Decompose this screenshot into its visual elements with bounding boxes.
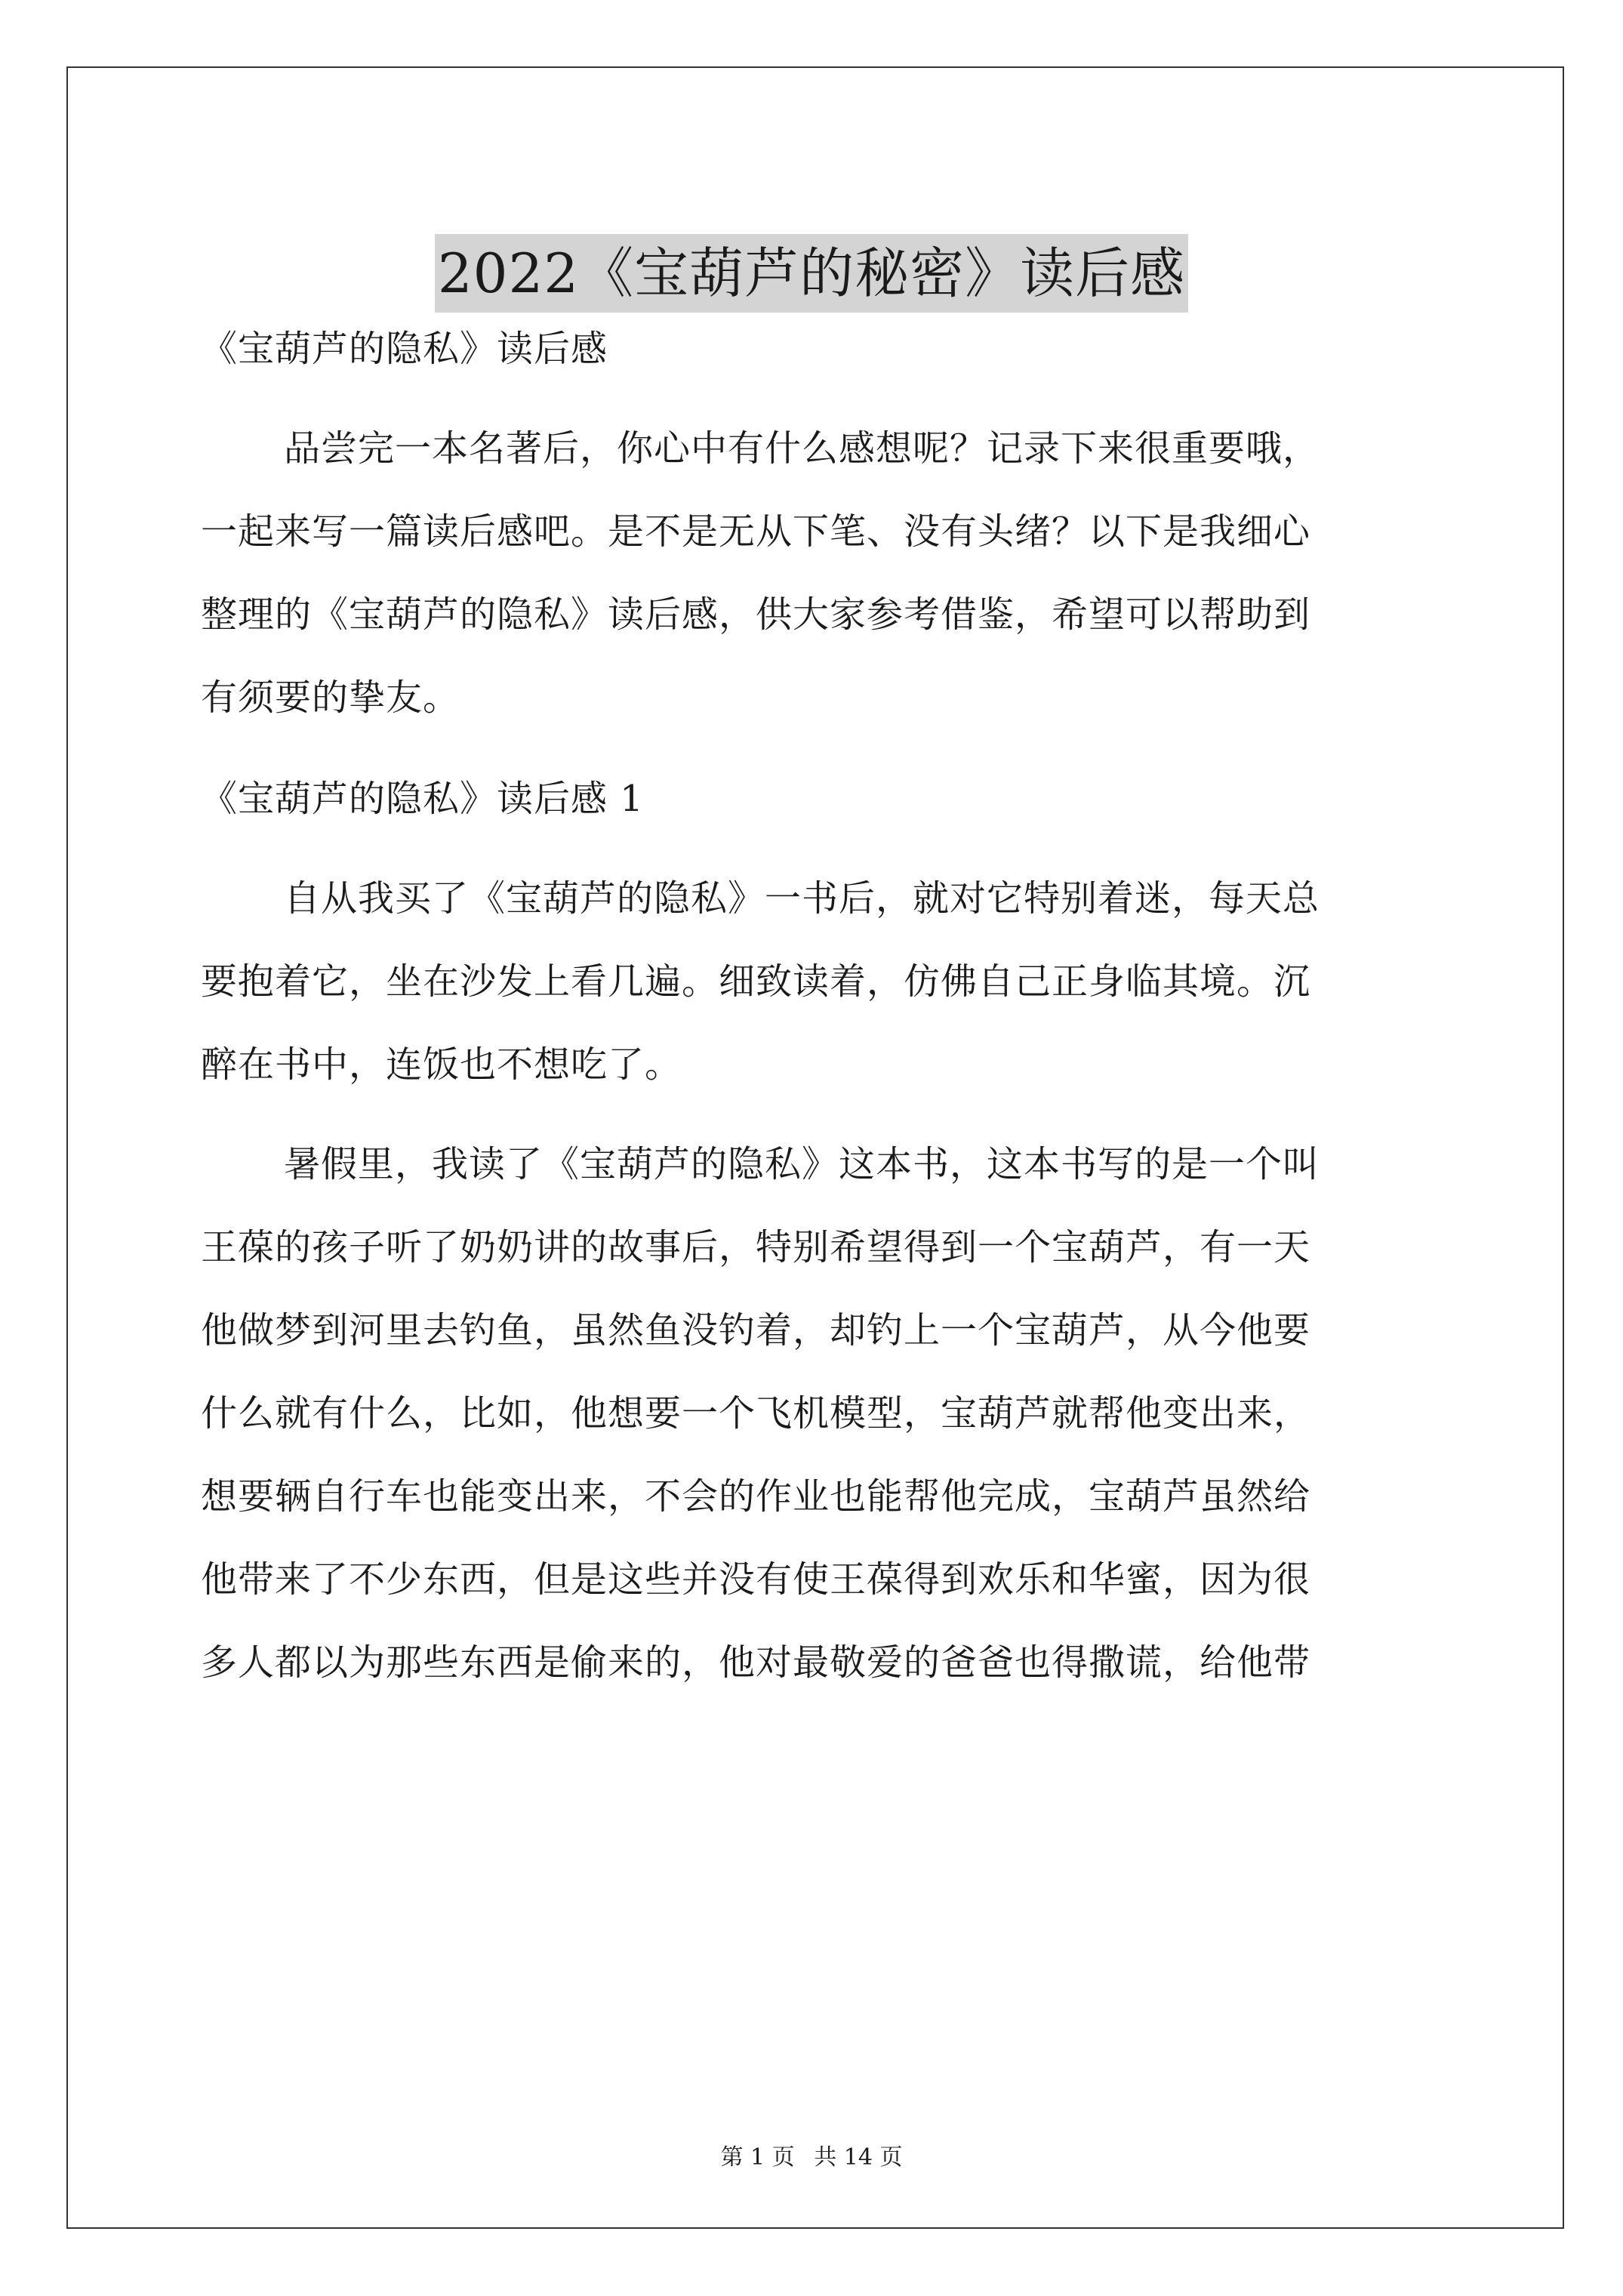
paragraph-line: 有须要的挚友。 (201, 676, 460, 719)
paragraph-line: 想要辆自行车也能变出来，不会的作业也能帮他完成，宝葫芦虽然给 (201, 1475, 1311, 1518)
paragraph-line: 他带来了不少东西，但是这些并没有使王葆得到欢乐和华蜜，因为很 (201, 1558, 1311, 1601)
paragraph-line: 要抱着它，坐在沙发上看几遍。细致读着，仿佛自己正身临其境。沉 (201, 960, 1311, 1003)
paragraph-line: 整理的《宝葫芦的隐私》读后感，供大家参考借鉴，希望可以帮助到 (201, 593, 1311, 636)
page-total: 共 14 页 (814, 2144, 903, 2171)
paragraph-line: 他做梦到河里去钓鱼，虽然鱼没钓着，却钓上一个宝葫芦，从今他要 (201, 1309, 1311, 1351)
paragraph-line: 品尝完一本名著后，你心中有什么感想呢？记录下来很重要哦， (284, 427, 1320, 470)
paragraph-line: 多人都以为那些东西是偷来的，他对最敬爱的爸爸也得撒谎，给他带 (201, 1641, 1311, 1684)
page-footer (0, 2143, 1623, 2173)
page-number: 第 1 页 (720, 2144, 795, 2171)
paragraph-line: 什么就有什么，比如，他想要一个飞机模型，宝葫芦就帮他变出来， (201, 1392, 1311, 1435)
paragraph-line: 自从我买了《宝葫芦的隐私》一书后，就对它特别着迷，每天总 (284, 877, 1320, 920)
paragraph-line: 醉在书中，连饭也不想吃了。 (201, 1043, 682, 1086)
section-heading: 《宝葫芦的隐私》读后感 (201, 328, 608, 370)
paragraph-line: 王葆的孩子听了奶奶讲的故事后，特别希望得到一个宝葫芦，有一天 (201, 1226, 1311, 1268)
section-heading: 《宝葫芦的隐私》读后感 1 (201, 778, 644, 820)
paragraph-line: 一起来写一篇读后感吧。是不是无从下笔、没有头绪？以下是我细心 (201, 510, 1311, 553)
paragraph-line: 暑假里，我读了《宝葫芦的隐私》这本书，这本书写的是一个叫 (284, 1143, 1320, 1185)
document-title: 2022《宝葫芦的秘密》读后感 (435, 234, 1188, 313)
